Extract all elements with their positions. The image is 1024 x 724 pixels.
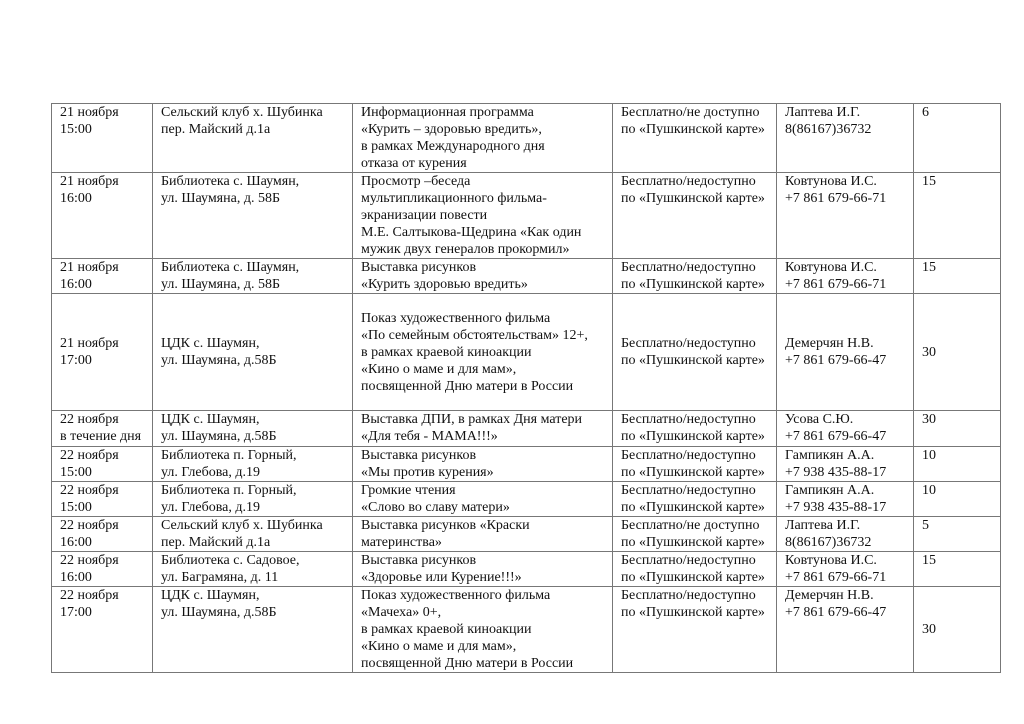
price-cell: Бесплатно/недоступно по «Пушкинской карте» [613,552,777,587]
date-cell: 22 ноября 15:00 [52,447,153,482]
contact-cell: Гампикян А.А. +7 938 435-88-17 [777,482,914,517]
count-cell: 30 [914,587,1001,673]
date-cell: 22 ноября 16:00 [52,552,153,587]
date-cell: 22 ноября 17:00 [52,587,153,673]
count-cell: 10 [914,482,1001,517]
price-cell: Бесплатно/недоступно по «Пушкинской карте» [613,482,777,517]
place-cell: ЦДК с. Шаумян, ул. Шаумяна, д.58Б [153,294,353,411]
table-row [52,447,1001,482]
date-cell: 21 ноября 16:00 [52,259,153,294]
price-cell: Бесплатно/недоступно по «Пушкинской карте» [613,411,777,447]
table-row [52,259,1001,294]
table-row [52,517,1001,552]
events-table [51,103,1001,673]
table-row [52,104,1001,173]
event-cell: Показ художественного фильма «По семейным обстоятельствам» 12+, в рамках краевой киноакции «Кино о маме и для мам», посвященной Дню матери в России [353,294,613,411]
contact-cell: Гампикян А.А. +7 938 435-88-17 [777,447,914,482]
count-cell: 15 [914,259,1001,294]
count-cell: 6 [914,104,1001,173]
price-cell: Бесплатно/недоступно по «Пушкинской карте» [613,259,777,294]
price-cell: Бесплатно/недоступно по «Пушкинской карте» [613,294,777,411]
price-cell: Бесплатно/не доступно по «Пушкинской карте» [613,517,777,552]
events-table-body [52,104,1001,673]
place-cell: Сельский клуб х. Шубинка пер. Майский д.1а [153,104,353,173]
table-row [52,552,1001,587]
date-cell: 21 ноября 16:00 [52,173,153,259]
place-cell: ЦДК с. Шаумян, ул. Шаумяна, д.58Б [153,587,353,673]
price-cell: Бесплатно/недоступно по «Пушкинской карте» [613,447,777,482]
date-cell: 21 ноября 17:00 [52,294,153,411]
table-row [52,587,1001,673]
event-cell: Выставка рисунков «Курить здоровью вредить» [353,259,613,294]
place-cell: ЦДК с. Шаумян, ул. Шаумяна, д.58Б [153,411,353,447]
contact-cell: Ковтунова И.С. +7 861 679-66-71 [777,259,914,294]
contact-cell: Ковтунова И.С. +7 861 679-66-71 [777,552,914,587]
event-cell: Показ художественного фильма «Мачеха» 0+, в рамках краевой киноакции «Кино о маме и для мам», посвященной Дню матери в России [353,587,613,673]
count-cell: 15 [914,173,1001,259]
place-cell: Библиотека с. Шаумян, ул. Шаумяна, д. 58Б [153,173,353,259]
place-cell: Библиотека п. Горный, ул. Глебова, д.19 [153,482,353,517]
place-cell: Библиотека с. Садовое, ул. Баграмяна, д. 11 [153,552,353,587]
event-cell: Просмотр –беседа мультипликационного фильма- экранизации повести М.Е. Салтыкова-Щедрина «Как один мужик двух генералов прокормил» [353,173,613,259]
event-cell: Выставка рисунков «Мы против курения» [353,447,613,482]
price-cell: Бесплатно/не доступно по «Пушкинской карте» [613,104,777,173]
date-cell: 22 ноября 15:00 [52,482,153,517]
event-cell: Информационная программа «Курить – здоровью вредить», в рамках Международного дня отказа от курения [353,104,613,173]
price-cell: Бесплатно/недоступно по «Пушкинской карте» [613,173,777,259]
count-cell: 30 [914,294,1001,411]
price-cell: Бесплатно/недоступно по «Пушкинской карте» [613,587,777,673]
count-cell: 10 [914,447,1001,482]
contact-cell: Демерчян Н.В. +7 861 679-66-47 [777,587,914,673]
contact-cell: Демерчян Н.В. +7 861 679-66-47 [777,294,914,411]
count-cell: 30 [914,411,1001,447]
place-cell: Сельский клуб х. Шубинка пер. Майский д.1а [153,517,353,552]
event-cell: Громкие чтения «Слово во славу матери» [353,482,613,517]
event-cell: Выставка ДПИ, в рамках Дня матери «Для тебя - МАМА!!!» [353,411,613,447]
contact-cell: Лаптева И.Г. 8(86167)36732 [777,104,914,173]
place-cell: Библиотека с. Шаумян, ул. Шаумяна, д. 58Б [153,259,353,294]
contact-cell: Усова С.Ю. +7 861 679-66-47 [777,411,914,447]
table-row [52,411,1001,447]
date-cell: 22 ноября в течение дня [52,411,153,447]
table-row [52,173,1001,259]
event-cell: Выставка рисунков «Краски материнства» [353,517,613,552]
count-cell: 5 [914,517,1001,552]
table-row [52,294,1001,411]
table-row [52,482,1001,517]
event-cell: Выставка рисунков «Здоровье или Курение!!!» [353,552,613,587]
place-cell: Библиотека п. Горный, ул. Глебова, д.19 [153,447,353,482]
date-cell: 22 ноября 16:00 [52,517,153,552]
count-cell: 15 [914,552,1001,587]
contact-cell: Ковтунова И.С. +7 861 679-66-71 [777,173,914,259]
contact-cell: Лаптева И.Г. 8(86167)36732 [777,517,914,552]
date-cell: 21 ноября 15:00 [52,104,153,173]
